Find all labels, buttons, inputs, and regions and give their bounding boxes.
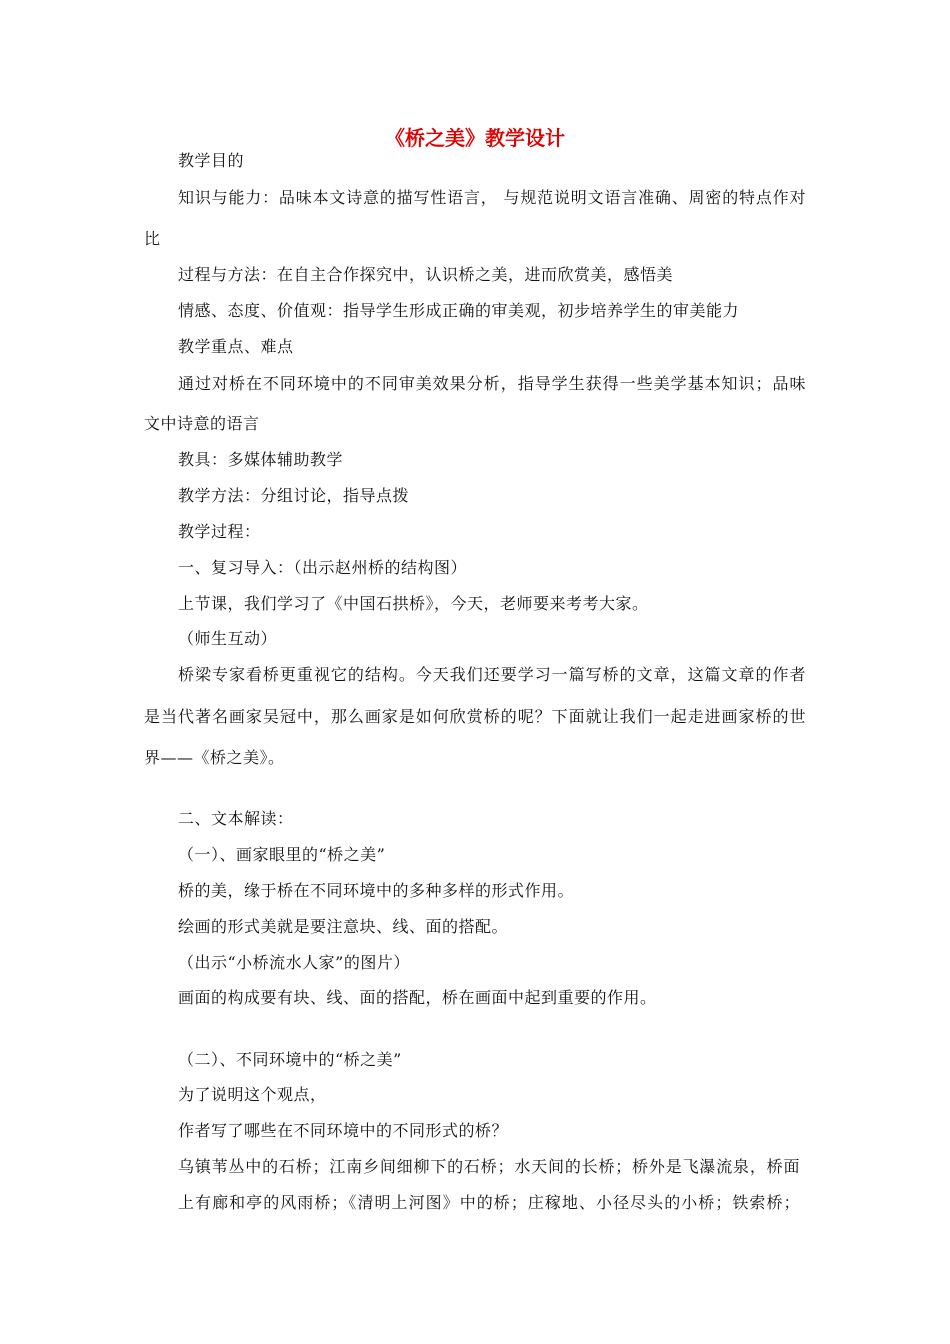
text-line: 桥的美，缘于桥在不同环境中的多种多样的形式作用。 (178, 881, 575, 900)
text-line: （出示“小桥流水人家”的图片） (178, 953, 410, 972)
text-line: 一、复习导入：（出示赵州桥的结构图） (178, 558, 468, 577)
text-line: 桥梁专家看桥更重视它的结构。今天我们还要学习一篇写桥的文章，这篇文章的作者 (178, 665, 806, 684)
text-line: （二）、不同环境中的“桥之美” (178, 1050, 402, 1069)
text-line: 是当代著名画家吴冠中，那么画家是如何欣赏桥的呢？下面就让我们一起走进画家桥的世 (144, 707, 806, 726)
text-line: 绘画的形式美就是要注意块、线、面的搭配。 (178, 917, 509, 936)
text-line: 作者写了哪些在不同环境中的不同形式的桥？ (178, 1121, 509, 1140)
text-line: 知识与能力：品味本文诗意的描写性语言， 与规范说明文语言准确、周密的特点作对 (178, 188, 806, 207)
text-line: 教学过程： (178, 522, 261, 541)
text-line: 教学目的 (178, 151, 245, 170)
text-line: 乌镇苇丛中的石桥；江南乡间细柳下的石桥；水天间的长桥；桥外是飞瀑流泉，桥面 (178, 1157, 800, 1176)
text-line: 二、文本解读： (178, 809, 294, 828)
text-line: 教学方法：分组讨论，指导点拨 (178, 486, 410, 505)
document-title: 《桥之美》教学设计 (385, 126, 565, 150)
text-line: 画面的构成要有块、线、面的搭配，桥在画面中起到重要的作用。 (178, 988, 657, 1007)
text-line: 教学重点、难点 (178, 337, 294, 356)
text-line: 教具：多媒体辅助教学 (178, 450, 344, 469)
text-line: 上有廊和亭的风雨桥；《清明上河图》中的桥；庄稼地、小径尽头的小桥；铁索桥； (178, 1193, 800, 1212)
text-line: （师生互动） (178, 629, 278, 648)
text-line: （一）、画家眼里的“桥之美” (178, 845, 386, 864)
text-line: 情感、态度、价值观：指导学生形成正确的审美观，初步培养学生的审美能力 (178, 301, 740, 320)
text-line: 比 (144, 229, 161, 248)
text-line: 通过对桥在不同环境中的不同审美效果分析，指导学生获得一些美学基本知识；品味 (178, 374, 806, 393)
text-line: 文中诗意的语言 (144, 414, 260, 433)
text-line: 为了说明这个观点， (178, 1085, 327, 1104)
text-line: 过程与方法：在自主合作探究中，认识桥之美，进而欣赏美，感悟美 (178, 265, 674, 284)
text-line: 界——《桥之美》。 (144, 748, 285, 767)
text-line: 上节课，我们学习了《中国石拱桥》，今天，老师要来考考大家。 (178, 594, 649, 613)
